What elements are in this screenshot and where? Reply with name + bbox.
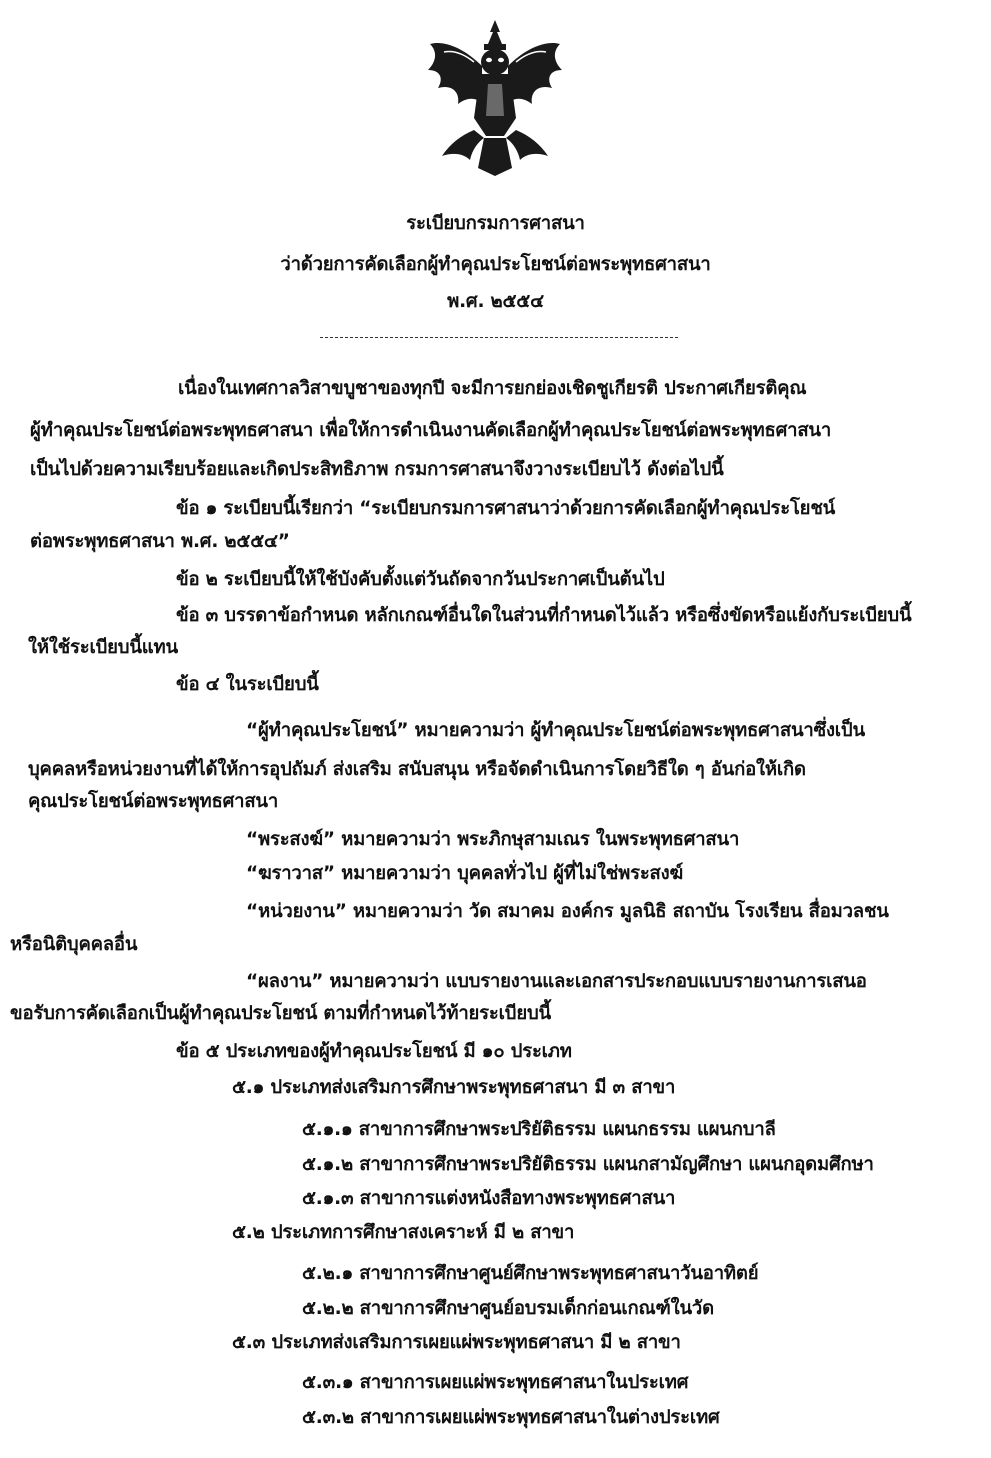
definition-work: ขอรับการคัดเลือกเป็นผู้ทำคุณประโยชน์ ตามที่กำหนดไว้ท้ายระเบียบนี้ — [10, 1003, 551, 1024]
definition-benefactor: คุณประโยชน์ต่อพระพุทธศาสนา — [28, 791, 279, 812]
clause-5-1-3: ๕.๑.๓ สาขาการแต่งหนังสือทางพระพุทธศาสนา — [302, 1188, 676, 1209]
clause-5: ข้อ ๕ ประเภทของผู้ทำคุณประโยชน์ มี ๑๐ ประเภท — [176, 1041, 572, 1062]
clause-5-3: ๕.๓ ประเภทส่งเสริมการเผยแผ่พระพุทธศาสนา มี ๒ สาขา — [232, 1332, 681, 1353]
clause-1: ต่อพระพุทธศาสนา พ.ศ. ๒๕๕๔” — [30, 531, 290, 552]
clause-4: ข้อ ๔ ในระเบียบนี้ — [176, 674, 319, 695]
document-subtitle: ว่าด้วยการคัดเลือกผู้ทำคุณประโยชน์ต่อพระพุทธศาสนา — [280, 254, 711, 275]
definition-benefactor: “ผู้ทำคุณประโยชน์” หมายความว่า ผู้ทำคุณประโยชน์ต่อพระพุทธศาสนาซึ่งเป็น — [246, 720, 865, 741]
clause-5-2-2: ๕.๒.๒ สาขาการศึกษาศูนย์อบรมเด็กก่อนเกณฑ์ในวัด — [302, 1298, 714, 1319]
clause-5-3-2: ๕.๓.๒ สาขาการเผยแผ่พระพุทธศาสนาในต่างประเทศ — [302, 1407, 720, 1428]
definition-work: “ผลงาน” หมายความว่า แบบรายงานและเอกสารประกอบแบบรายงานการเสนอ — [246, 971, 867, 992]
document-year: พ.ศ. ๒๕๕๔ — [447, 291, 544, 312]
clause-2: ข้อ ๒ ระเบียบนี้ให้ใช้บังคับตั้งแต่วันถัดจากวันประกาศเป็นต้นไป — [176, 569, 665, 590]
clause-5-2: ๕.๒ ประเภทการศึกษาสงเคราะห์ มี ๒ สาขา — [232, 1222, 575, 1243]
document-title: ระเบียบกรมการศาสนา — [406, 213, 585, 234]
clause-1: ข้อ ๑ ระเบียบนี้เรียกว่า “ระเบียบกรมการศาสนาว่าด้วยการคัดเลือกผู้ทำคุณประโยชน์ — [176, 498, 836, 519]
title-divider — [320, 337, 678, 338]
clause-3: ให้ใช้ระเบียบนี้แทน — [28, 637, 178, 658]
definition-benefactor: บุคคลหรือหน่วยงานที่ได้ให้การอุปถัมภ์ ส่งเสริม สนับสนุน หรือจัดดำเนินการโดยวิธีใด ๆ อันก่อให้เกิด — [28, 759, 806, 780]
intro-line: ผู้ทำคุณประโยชน์ต่อพระพุทธศาสนา เพื่อให้การดำเนินงานคัดเลือกผู้ทำคุณประโยชน์ต่อพระพุทธศาสนา — [30, 420, 832, 441]
garuda-emblem-icon — [424, 18, 566, 178]
definition-monk: “พระสงฆ์” หมายความว่า พระภิกษุสามเณร ในพระพุทธศาสนา — [246, 829, 740, 850]
clause-5-3-1: ๕.๓.๑ สาขาการเผยแผ่พระพุทธศาสนาในประเทศ — [302, 1372, 689, 1393]
definition-organization: หรือนิติบุคคลอื่น — [10, 934, 138, 955]
clause-5-1-2: ๕.๑.๒ สาขาการศึกษาพระปริยัติธรรม แผนกสามัญศึกษา แผนกอุดมศึกษา — [302, 1154, 874, 1175]
clause-5-1-1: ๕.๑.๑ สาขาการศึกษาพระปริยัติธรรม แผนกธรรม แผนกบาลี — [302, 1119, 776, 1140]
intro-line: เป็นไปด้วยความเรียบร้อยและเกิดประสิทธิภาพ กรมการศาสนาจึงวางระเบียบไว้ ดังต่อไปนี้ — [30, 459, 724, 480]
intro-line: เนื่องในเทศกาลวิสาขบูชาของทุกปี จะมีการยกย่องเชิดชูเกียรติ ประกาศเกียรติคุณ — [178, 378, 807, 399]
clause-3: ข้อ ๓ บรรดาข้อกำหนด หลักเกณฑ์อื่นใดในส่วนที่กำหนดไว้แล้ว หรือซึ่งขัดหรือแย้งกับระเบียบนี้ — [176, 605, 912, 626]
definition-organization: “หน่วยงาน” หมายความว่า วัด สมาคม องค์กร มูลนิธิ สถาบัน โรงเรียน สื่อมวลชน — [246, 901, 889, 922]
definition-layperson: “ฆราวาส” หมายความว่า บุคคลทั่วไป ผู้ที่ไม่ใช่พระสงฆ์ — [246, 863, 684, 884]
clause-5-2-1: ๕.๒.๑ สาขาการศึกษาศูนย์ศึกษาพระพุทธศาสนาวันอาทิตย์ — [302, 1263, 759, 1284]
clause-5-1: ๕.๑ ประเภทส่งเสริมการศึกษาพระพุทธศาสนา มี ๓ สาขา — [232, 1077, 676, 1098]
